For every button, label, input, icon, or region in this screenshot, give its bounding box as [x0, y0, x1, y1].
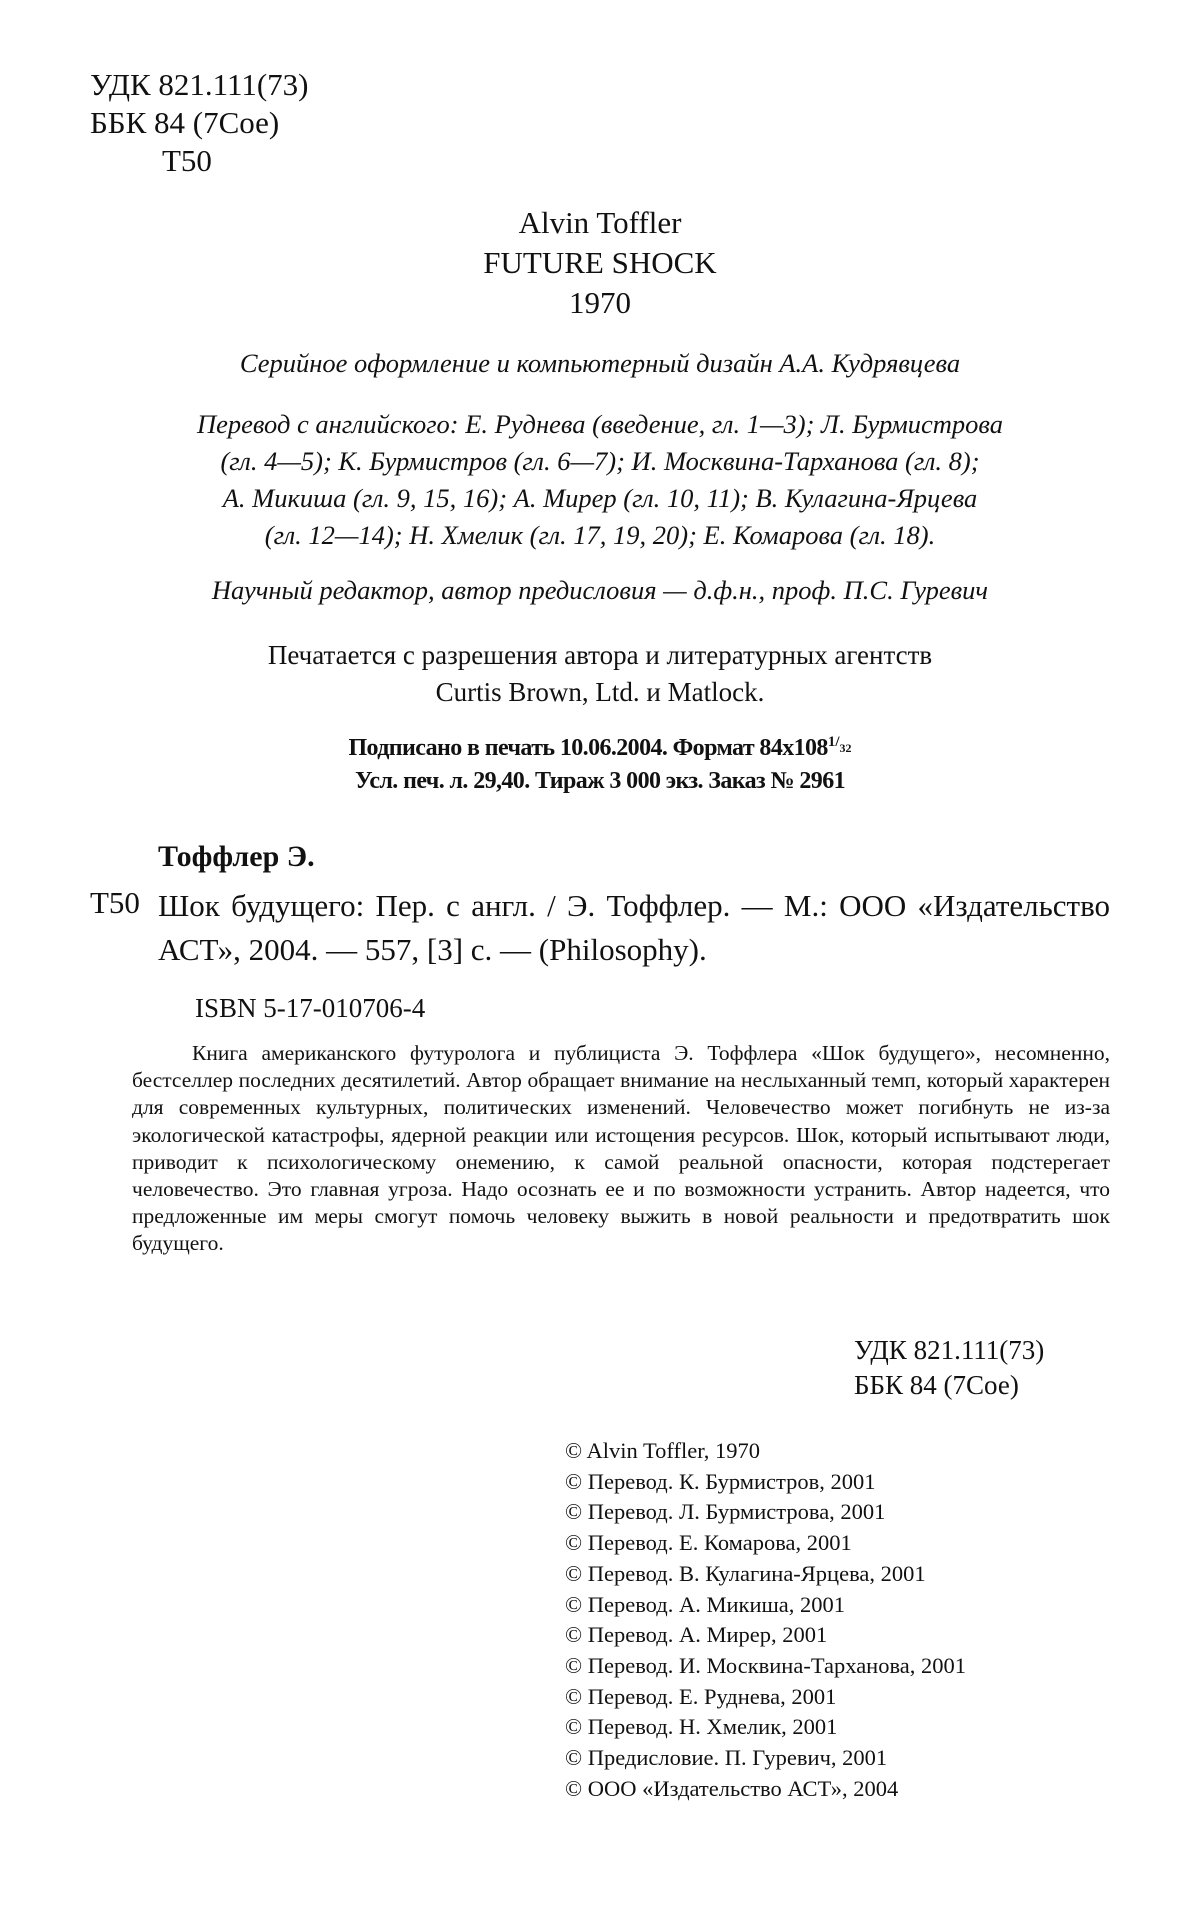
- translators-line: (гл. 4—5); К. Бурмистров (гл. 6—7); И. Москвина-Тарханова (гл. 8);: [220, 446, 980, 476]
- isbn: ISBN 5-17-010706-4: [195, 993, 426, 1023]
- design-credit: Серийное оформление и компьютерный дизайн А.А. Кудрявцева: [239, 348, 961, 378]
- original-edition: [0, 203, 1200, 323]
- format-fraction-denominator: 32: [839, 741, 852, 755]
- original-title: FUTURE SHOCK: [483, 245, 717, 280]
- udk-code-bottom: УДК 821.111(73): [854, 1335, 1045, 1365]
- annotation: Книга американского футуролога и публициста Э. Тоффлера «Шок будущего», несомненно, бестселлер последних десятилетий. Автор обращает внимание на неслыханный темп, который характерен для современных культурных, политических изменений. Человечество может погибнуть не из-за экологической катастрофы, ядерной реакции или истощения ресурсов. Шок, который испытывают люди, приводит к психологическому онемению, к самой реальной опасности, которая подстерегает человечество. Это главная угроза. Надо осознать ее и по возможности устранить. Автор надеется, что предложенные им меры смогут помочь человеку выжить в новой реальности и предотвратить шок будущего.: [132, 1041, 1110, 1256]
- print-run-line: Усл. печ. л. 29,40. Тираж 3 000 экз. Заказ № 2961: [354, 768, 846, 794]
- copyright-line: © Alvin Toffler, 1970: [565, 1438, 761, 1463]
- catalog-author-mark: Т50: [90, 885, 140, 920]
- copyright-line: © Перевод. В. Кулагина-Ярцева, 2001: [565, 1560, 926, 1586]
- bbk-code: ББК 84 (7Сое): [90, 105, 280, 140]
- author-mark: Т50: [162, 143, 212, 178]
- catalog-author: Тоффлер Э.: [158, 840, 315, 873]
- copyright-line: © Перевод. А. Мирер, 2001: [565, 1622, 828, 1648]
- copyright-line: © Перевод. К. Бурмистров, 2001: [565, 1468, 876, 1494]
- permission-line: Curtis Brown, Ltd. и Matlock.: [435, 677, 765, 707]
- print-info: [0, 726, 1200, 798]
- scientific-editor: Научный редактор, автор предисловия — д.ф.н., проф. П.С. Гуревич: [211, 575, 989, 605]
- print-signed-text: Подписано в печать 10.06.2004. Формат 84х108: [348, 735, 828, 761]
- copyright-line: © Перевод. Е. Комарова, 2001: [565, 1530, 852, 1556]
- copyright-line: © Перевод. И. Москвина-Тарханова, 2001: [565, 1652, 967, 1678]
- bibliographic-description: Шок будущего: Пер. с англ. / Э. Тоффлер. — М.: ООО «Издательство АСТ», 2004. — 557, [3] с. — (Philosophy).: [158, 888, 1110, 967]
- print-signed-line: [0, 726, 1200, 765]
- copyright-line: © ООО «Издательство АСТ», 2004: [565, 1775, 899, 1801]
- classification-block: [90, 66, 308, 180]
- permission-notice: [0, 637, 1200, 711]
- format-fraction: 1/32: [827, 734, 852, 755]
- copyright-line: © Перевод. Н. Хмелик, 2001: [565, 1714, 838, 1740]
- udk-code: УДК 821.111(73): [90, 67, 309, 102]
- translators-credit: [60, 406, 1140, 554]
- classification-block-bottom: [854, 1333, 1044, 1403]
- copyright-line: © Перевод. А. Микиша, 2001: [565, 1591, 846, 1617]
- permission-line: Печатается с разрешения автора и литературных агентств: [267, 640, 933, 670]
- copyright-line: © Предисловие. П. Гуревич, 2001: [565, 1745, 888, 1771]
- original-author: Alvin Toffler: [518, 205, 682, 240]
- copyright-list: [565, 1436, 966, 1804]
- copyright-line: © Перевод. Л. Бурмистрова, 2001: [565, 1499, 886, 1525]
- translators-line: Перевод с английского: Е. Руднева (введение, гл. 1—3); Л. Бурмистрова: [196, 409, 1004, 439]
- bbk-code-bottom: ББК 84 (7Сое): [854, 1370, 1019, 1400]
- translators-line: (гл. 12—14); Н. Хмелик (гл. 17, 19, 20); Е. Комарова (гл. 18).: [264, 520, 936, 550]
- format-fraction-numerator: 1: [827, 734, 836, 750]
- translators-line: А. Микиша (гл. 9, 15, 16); А. Мирер (гл. 10, 11); В. Кулагина-Ярцева: [222, 483, 978, 513]
- copyright-line: © Перевод. Е. Руднева, 2001: [565, 1683, 837, 1709]
- original-year: 1970: [569, 285, 631, 320]
